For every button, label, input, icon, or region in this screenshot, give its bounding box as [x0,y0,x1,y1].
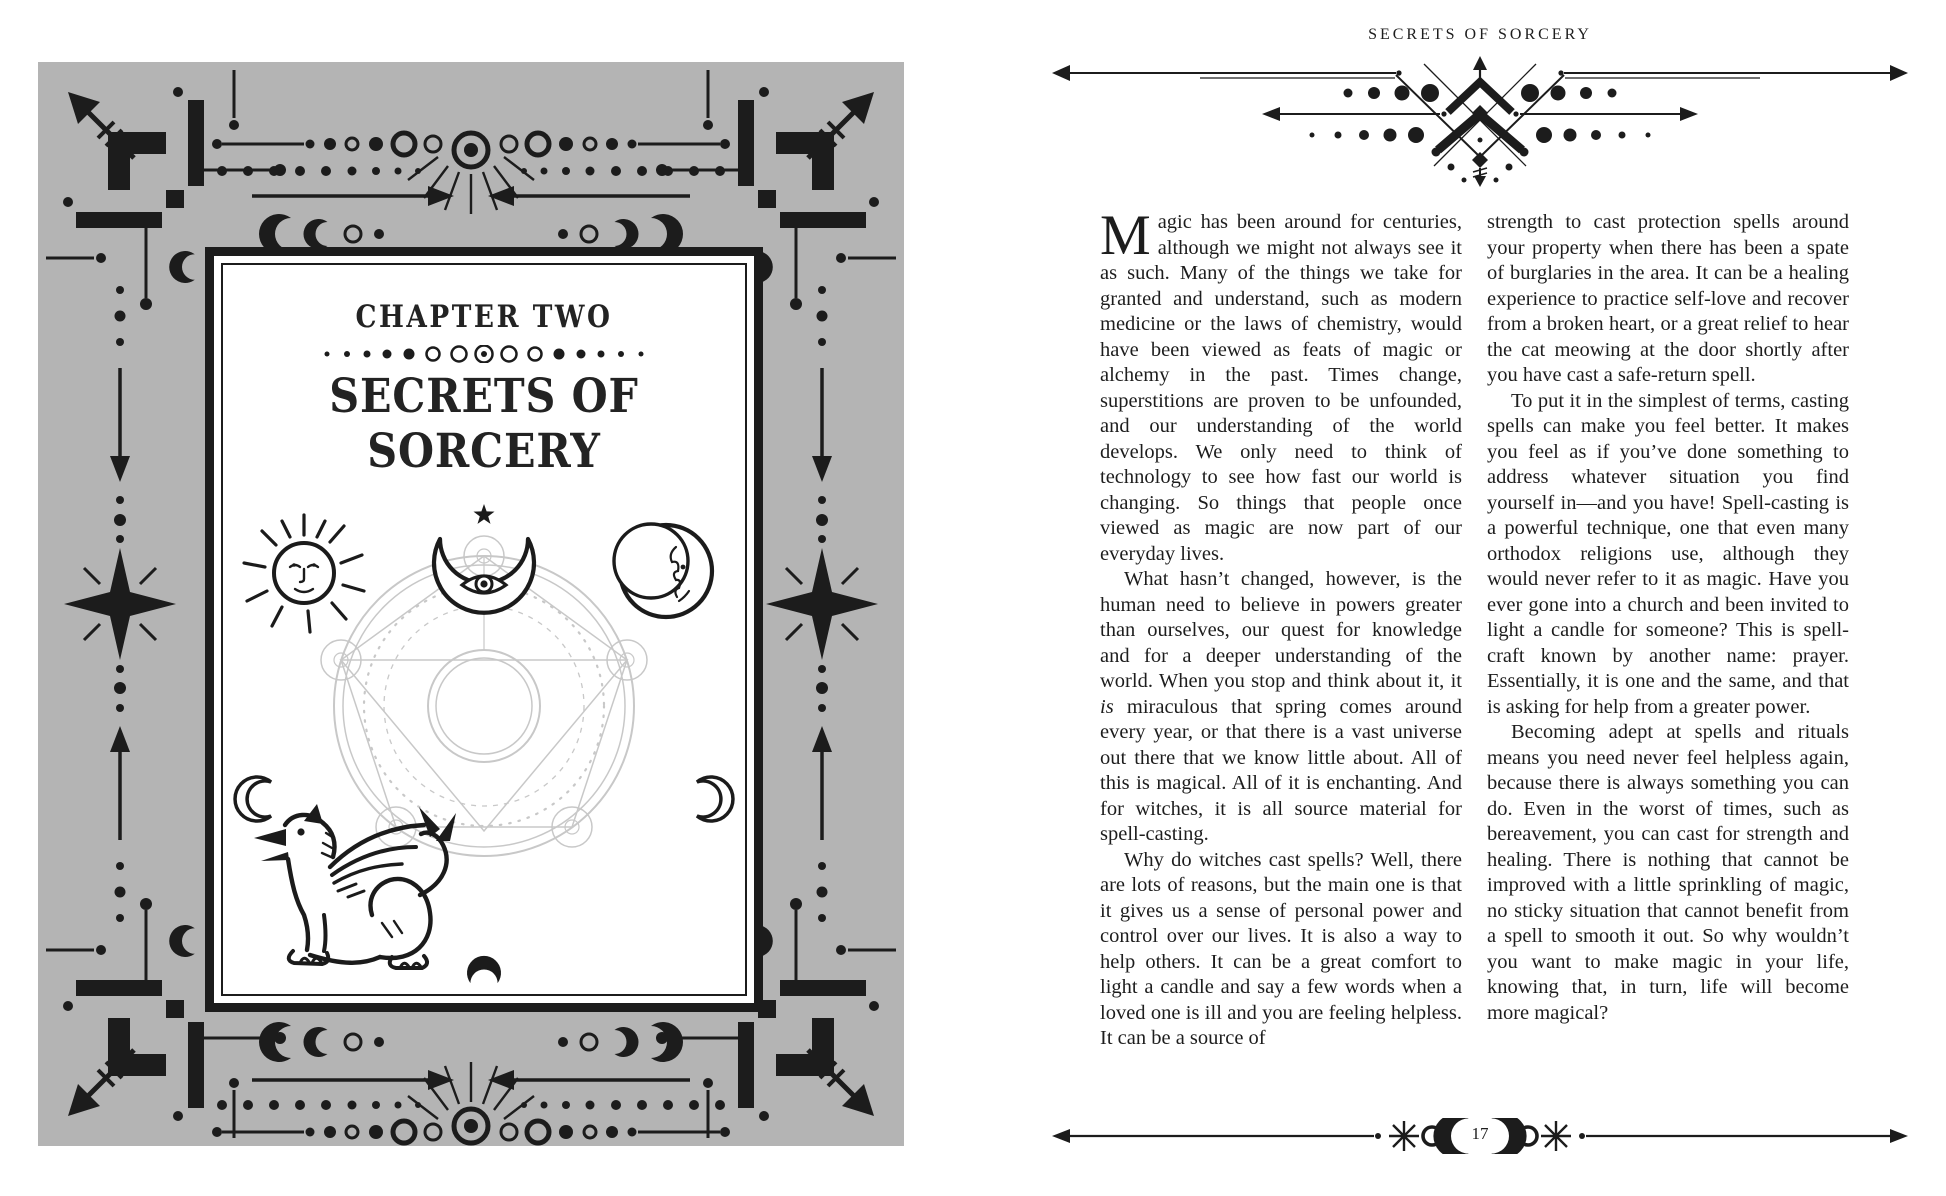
paragraph-1 [1100,204,1462,567]
crescent-bottom-icon [467,956,501,983]
left-border-star [64,286,176,922]
italic-word: is [1100,695,1114,718]
top-border-ornament [212,133,730,254]
chapter-illustration [224,481,744,1001]
left-page-chapter-opener [38,62,904,1146]
paragraph-3-continued [1487,210,1849,389]
right-page-text [1040,0,1920,1196]
header-ornament [1050,56,1910,188]
text-column-1 [1100,204,1462,1052]
chapter-panel-inner [221,263,747,996]
paragraph-4 [1487,389,1849,721]
text-column-2 [1487,210,1849,1026]
right-border-star [766,286,878,922]
paragraph-2 [1100,567,1462,848]
star-icon [474,504,495,524]
paragraph-5 [1487,720,1849,1026]
chapter-title: SECRETS OF SORCERY [329,369,639,479]
paragraph-text: strength to cast protection spells around your property when there has been a spate of burglaries in the area. It can be a healing experience to practice self-love and recover from a broken heart, or a great relief to hear the cat meowing at the door shortly after you have cast a safe-return spell. [1487,211,1849,386]
running-head: SECRETS OF SORCERY [1368,26,1592,43]
chapter-panel [205,247,763,1012]
paragraph-text: To put it in the simplest of terms, casting spells can make you feel better. It makes you feel as if you’ve done something to address whatever situation you find yourself in—and you have! Spell-casting is a powerful technique, one that even many orthodox religions use, although they would never refer to it as magic. Have you ever gone into a church and been invited to light a candle for someone? This is spell-craft known by another name: prayer. Essentially, it is one and the same, and that is asking for help from a greater power. [1487,389,1849,718]
paragraph-text: Why do witches cast spells? Well, there are lots of reasons, but the main one is that it gives us a sense of personal power and control over our lives. It is also a way to help others. It can be a great comfort to light a candle and say a few words when a loved one is ill and you are feeling helpless. It can be a source of [1100,848,1462,1049]
drop-cap: M [1100,204,1151,267]
crescent-small-right-icon [697,777,733,821]
paragraph-text: miraculous that spring comes around every year, or that there is a vast universe out there that we know little about. All of this is magical. All of it is enchanting. And for witches, it is all source material for spell-casting. [1100,695,1462,845]
griffin-left-icon [254,804,456,968]
paragraph-text: agic has been around for centuries, although we might not always see it as such. Many of the things we take for granted and understand, such as modern medicine or the laws of chemistry, would have been viewed as feats of magic or alchemy in the past. Times change, superstitions are proven to be unfounded, and our understanding of the world develops. We only need to think of technology to see how fast our world is changing. So things that people once viewed as magic are now part of our everyday lives. [1100,211,1462,565]
paragraph-text: Becoming adept at spells and rituals means you need never feel helpless again, because there is always something you can do. Even in the worst of times, such as bereavement, you can cast for strength and healing. There is nothing that cannot be improved with a little sprinkling of magic, no sticky situation that cannot benefit from a spell to smooth it out. So why wouldn’t you want to make magic in your life, knowing that, in turn, life will become more magical? [1487,721,1849,1024]
moon-face-icon [614,524,712,617]
dotted-divider [319,345,649,363]
paragraph-text: What hasn’t changed, however, is the human need to believe in powers greater than ourselves, our quest for knowledge and for a deeper understanding of the world. When you stop and think about it, it [1100,568,1462,692]
bottom-border-ornament [212,1022,730,1143]
page-number: 17 [1471,1124,1489,1143]
crescent-small-left-icon [235,777,271,821]
paragraph-3 [1100,848,1462,1052]
sun-face-icon [244,515,364,632]
chapter-label: CHAPTER TWO [355,299,613,335]
